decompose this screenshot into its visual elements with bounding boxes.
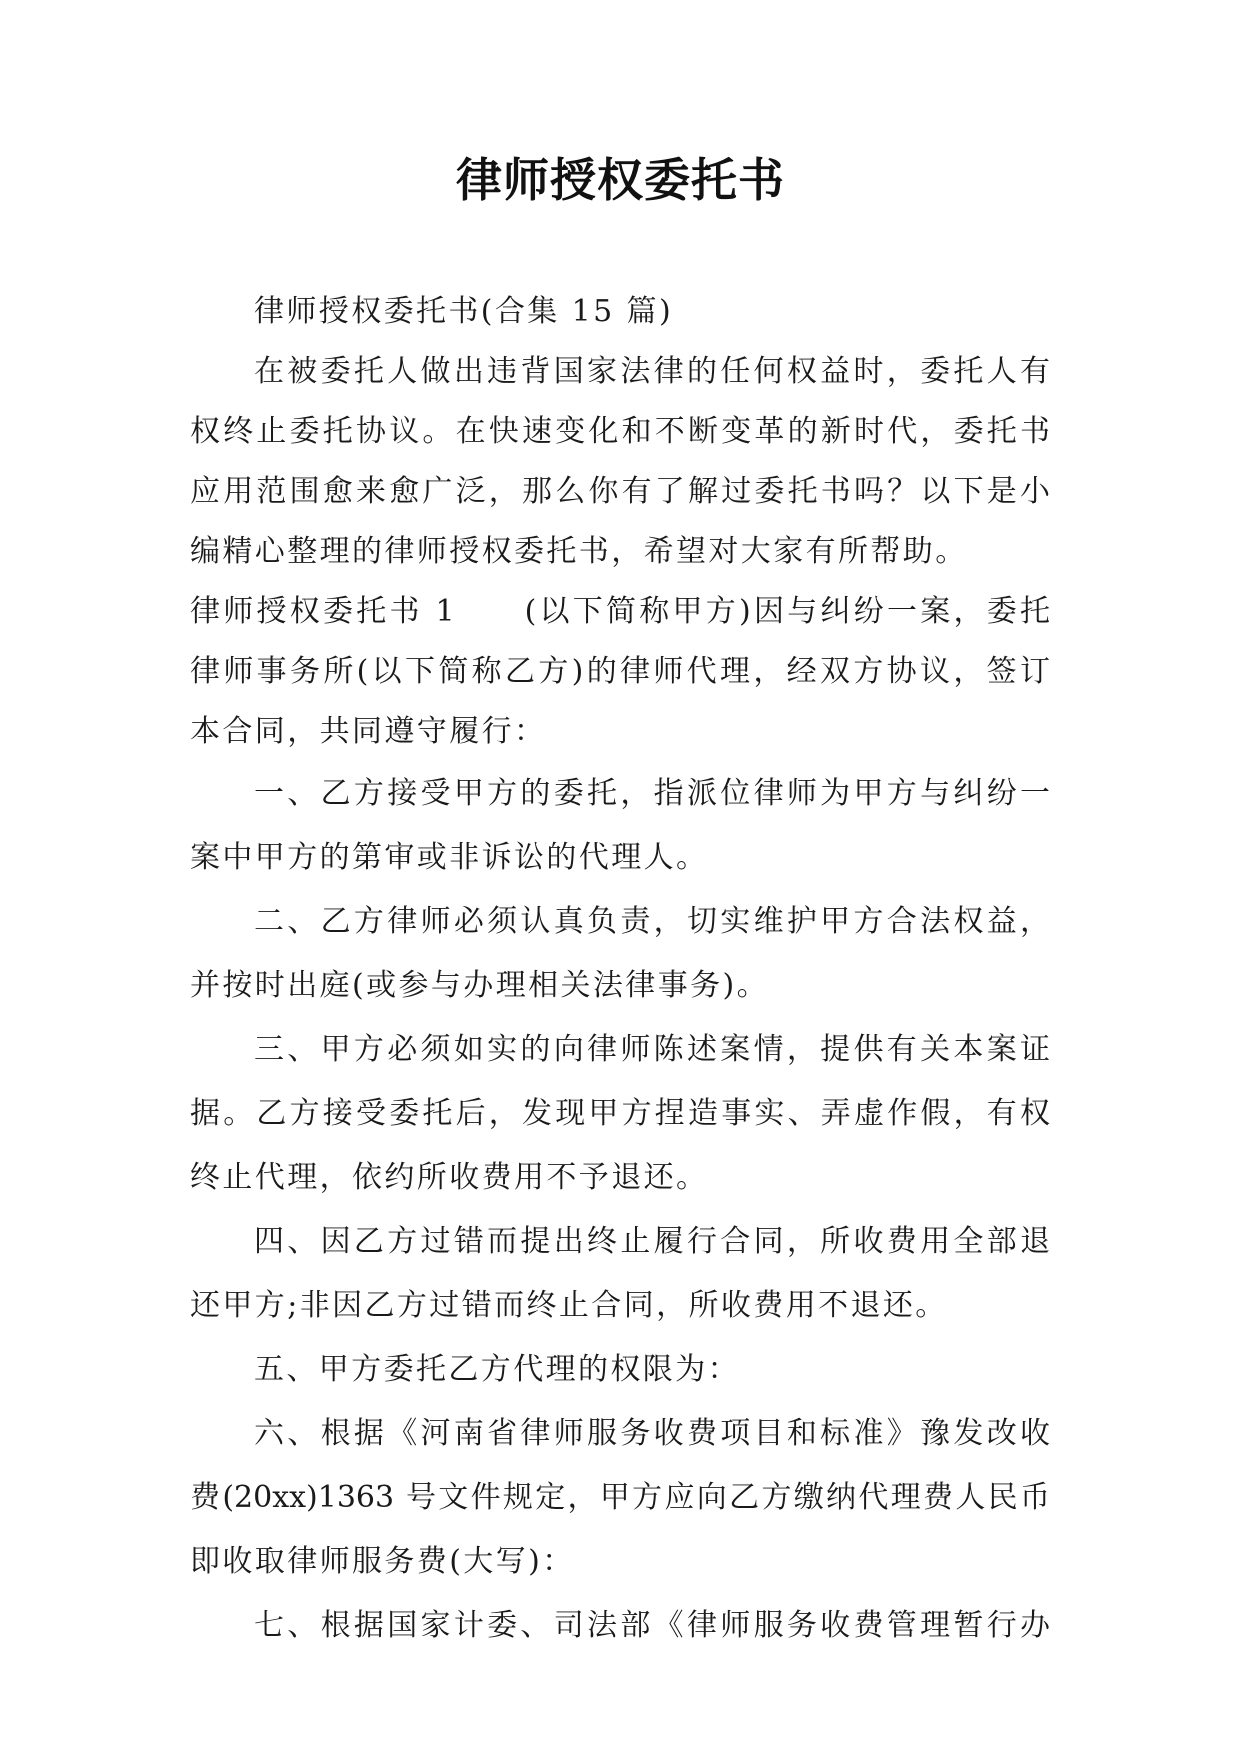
clause-line: 二、乙方律师必须认真负责，切实维护甲方合法权益， xyxy=(254,904,1050,939)
paragraph-line: 应用范围愈来愈广泛，那么你有了解过委托书吗？以下是小 xyxy=(190,474,1050,509)
collection-subtitle: 律师授权委托书(合集 15 篇) xyxy=(254,294,674,329)
clause-line: 即收取律师服务费(大写)： xyxy=(190,1544,575,1579)
paragraph-line: 在被委托人做出违背国家法律的任何权益时，委托人有 xyxy=(254,354,1050,389)
clause-line: 七、根据国家计委、司法部《律师服务收费管理暂行办 xyxy=(254,1608,1050,1643)
clause-line: 三、甲方必须如实的向律师陈述案情，提供有关本案证 xyxy=(254,1032,1050,1067)
clause-line: 四、因乙方过错而提出终止履行合同，所收费用全部退 xyxy=(254,1224,1050,1259)
document-title: 律师授权委托书 xyxy=(456,153,785,207)
clause-line: 终止代理，依约所收费用不予退还。 xyxy=(190,1160,709,1195)
clause-line: 案中甲方的第审或非诉讼的代理人。 xyxy=(190,840,709,875)
paragraph-line: 本合同，共同遵守履行： xyxy=(190,714,547,749)
paragraph-line: 律师事务所(以下简称乙方)的律师代理，经双方协议，签订 xyxy=(190,654,1050,689)
clause-line: 六、根据《河南省律师服务收费项目和标准》豫发改收 xyxy=(254,1416,1050,1451)
section-heading-line xyxy=(190,582,1050,642)
paragraph-line: 权终止委托协议。在快速变化和不断变革的新时代，委托书 xyxy=(190,414,1050,449)
paragraph-line: 编精心整理的律师授权委托书，希望对大家有所帮助。 xyxy=(190,534,968,569)
clause-line: 还甲方;非因乙方过错而终止合同，所收费用不退还。 xyxy=(190,1288,948,1323)
paragraph-text: (以下简称甲方)因与纠纷一案，委托 xyxy=(524,594,1050,629)
clause-line: 费(20xx)1363 号文件规定，甲方应向乙方缴纳代理费人民币 xyxy=(190,1480,1050,1515)
clause-line: 五、甲方委托乙方代理的权限为： xyxy=(254,1352,740,1387)
clause-line: 一、乙方接受甲方的委托，指派位律师为甲方与纠纷一 xyxy=(254,776,1050,811)
clause-line: 并按时出庭(或参与办理相关法律事务)。 xyxy=(190,968,770,1003)
clause-line: 据。乙方接受委托后，发现甲方捏造事实、弄虚作假，有权 xyxy=(190,1096,1050,1131)
document-body xyxy=(190,282,1050,1658)
section-heading: 律师授权委托书 1 xyxy=(190,594,455,629)
